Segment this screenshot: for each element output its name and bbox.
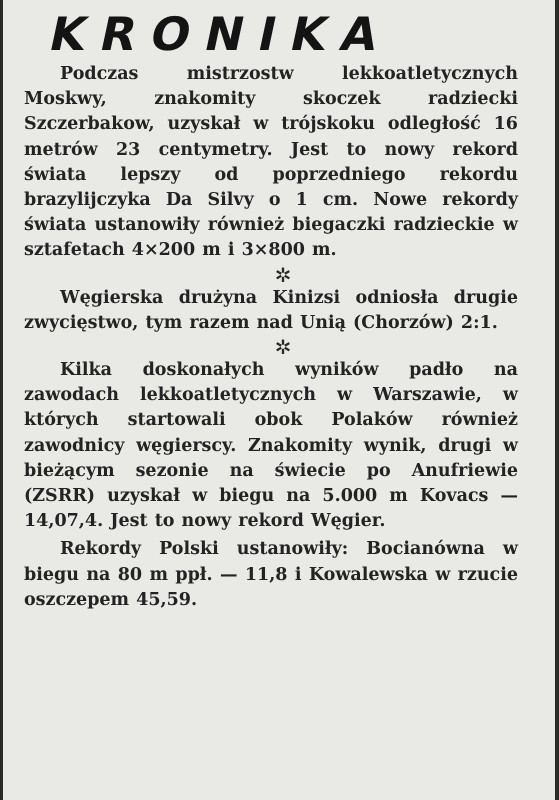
paragraph-warsaw-meet: Kilka doskonałych wyników padło na zawodach lekkoatletycznych w Warszawie, w których startowali obok Polaków również zawodnicy węgierscy. Znakomity wynik, drugi w bieżącym sezonie na świecie po Anufriewie (ZSRR) uzyskał w biegu na 5.000 m Kovacs — 14,07,4. Jest to nowy rekord Węgier. [24,360,518,532]
right-border-rule [555,0,559,800]
paragraph-polish-records: Rekordy Polski ustanowiły: Bocianówna w biegu na 80 m ppł. — 11,8 i Kowalewska w rzucie oszczepem 45,59. [24,539,518,610]
article-body [24,62,518,613]
separator-star-icon: ✲ [274,335,292,360]
paragraph-world-records: Podczas mistrzostw lekkoatletycznych Moskwy, znakomity skoczek radziecki Szczerbakow, uzyskał w trójskoku odległość 16 metrów 23 centymetry. Jest to nowy rekord świata lepszy od poprzedniego rekordu brazylijczyka Da Silvy o 1 cm. Nowe rekordy świata ustanowiły również biegaczki radzieckie w sztafetach 4×200 m i 3×800 m. [24,64,518,261]
paragraph-kinizsi-match: Węgierska drużyna Kinizsi odniosła drugie zwycięstwo, tym razem nad Unią (Chorzów) 2:1. [24,287,518,333]
separator-star-icon: ✲ [274,262,292,287]
left-border-rule [0,0,3,800]
column-title: KRONIKA [44,7,399,61]
